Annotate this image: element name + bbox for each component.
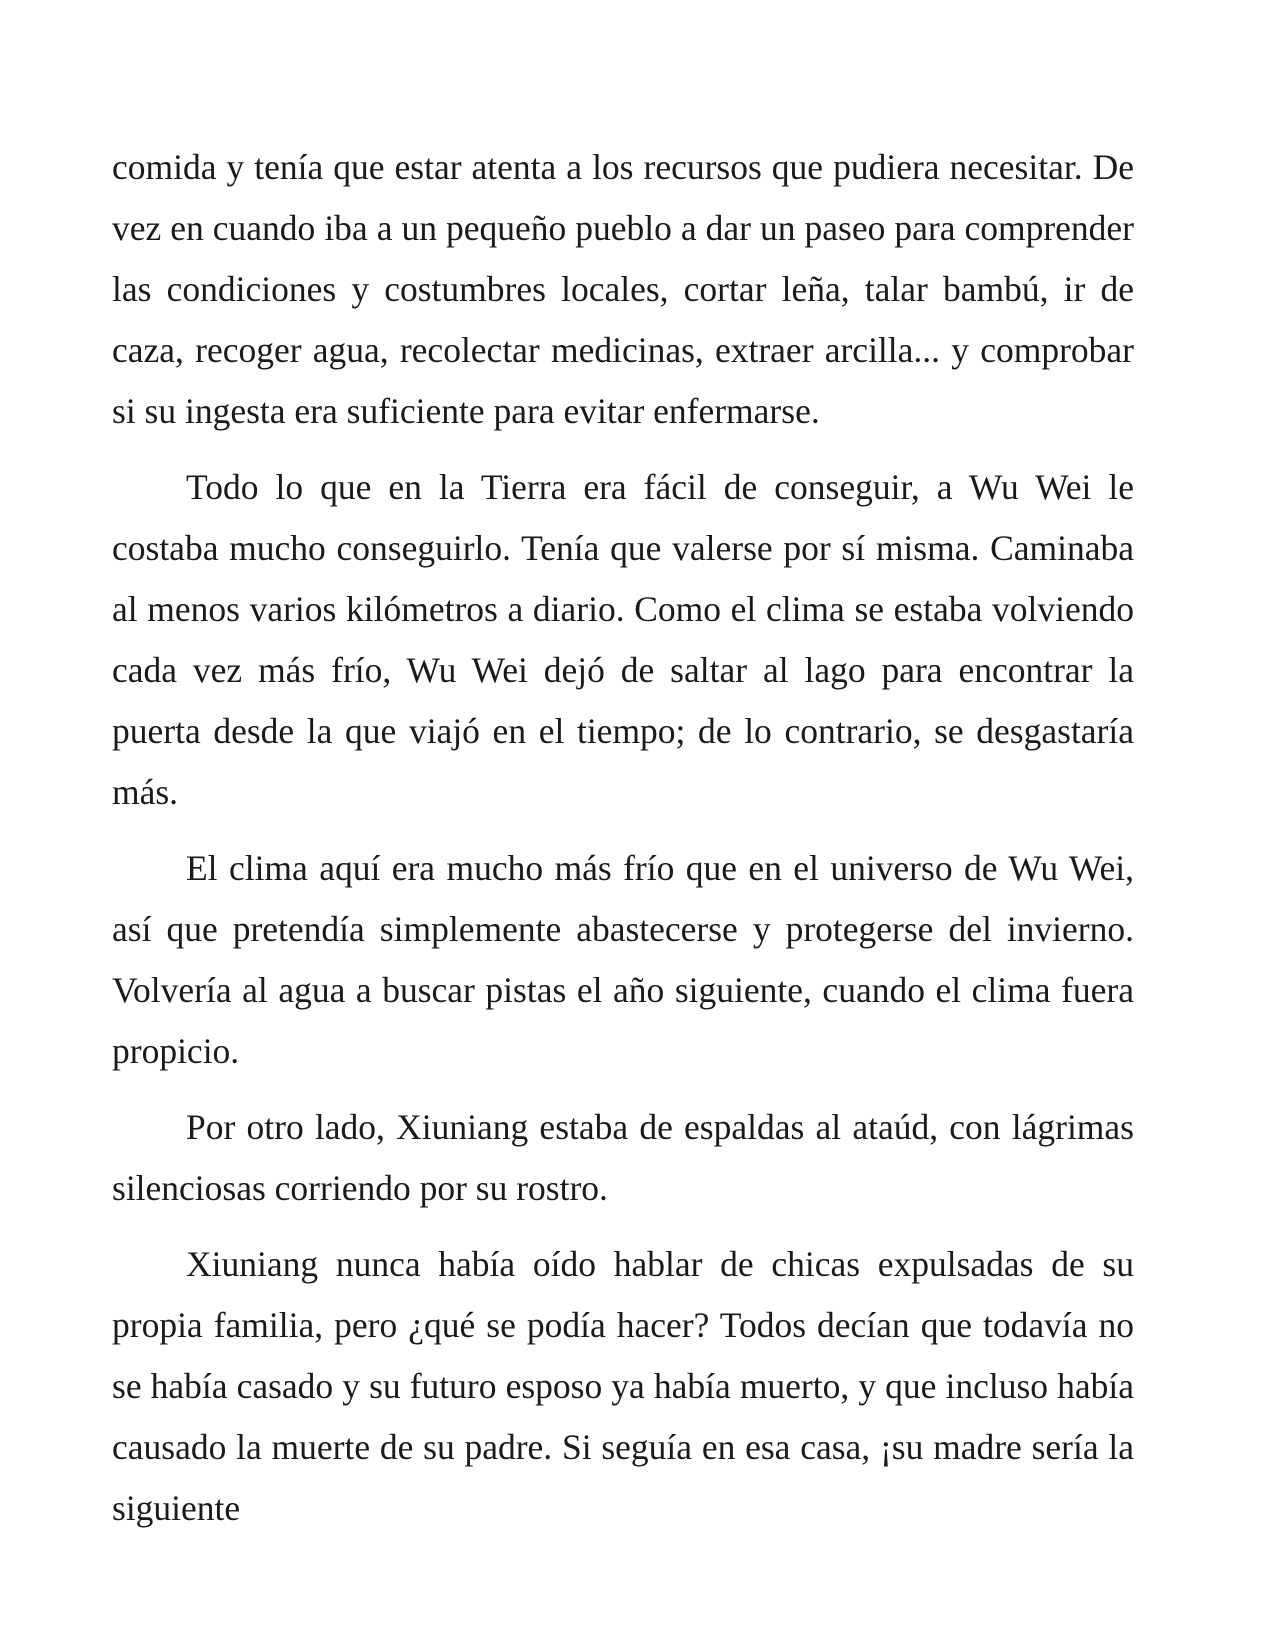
paragraph-continues: Xiuniang nunca había oído hablar de chicas expulsadas de su propia familia, pero ¿qué se podía hacer? Todos decían que todavía no se había casado y su futuro esposo ya había muerto, y que incluso había causado la muerte de su padre. Si seguía en esa casa, ¡su madre sería la siguiente	[112, 1244, 1134, 1528]
paragraph: Por otro lado, Xiuniang estaba de espaldas al ataúd, con lágrimas silenciosas corriendo por su rostro.	[112, 1107, 1134, 1208]
body-text	[112, 137, 1134, 1554]
paragraph-continued: comida y tenía que estar atenta a los recursos que pudiera necesitar. De vez en cuando iba a un pequeño pueblo a dar un paseo para comprender las condiciones y costumbres locales, cortar leña, talar bambú, ir de caza, recoger agua, recolectar medicinas, extraer arcilla... y comprobar si su ingesta era suficiente para evitar enfermarse.	[112, 147, 1134, 431]
paragraph: El clima aquí era mucho más frío que en el universo de Wu Wei, así que pretendía simplemente abastecerse y protegerse del invierno. Volvería al agua a buscar pistas el año siguiente, cuando el clima fuera propicio.	[112, 848, 1134, 1071]
paragraph: Todo lo que en la Tierra era fácil de conseguir, a Wu Wei le costaba mucho conseguirlo. Tenía que valerse por sí misma. Caminaba al menos varios kilómetros a diario. Como el clima se estaba volviendo cada vez más frío, Wu Wei dejó de saltar al lago para encontrar la puerta desde la que viajó en el tiempo; de lo contrario, se desgastaría más.	[112, 467, 1134, 812]
